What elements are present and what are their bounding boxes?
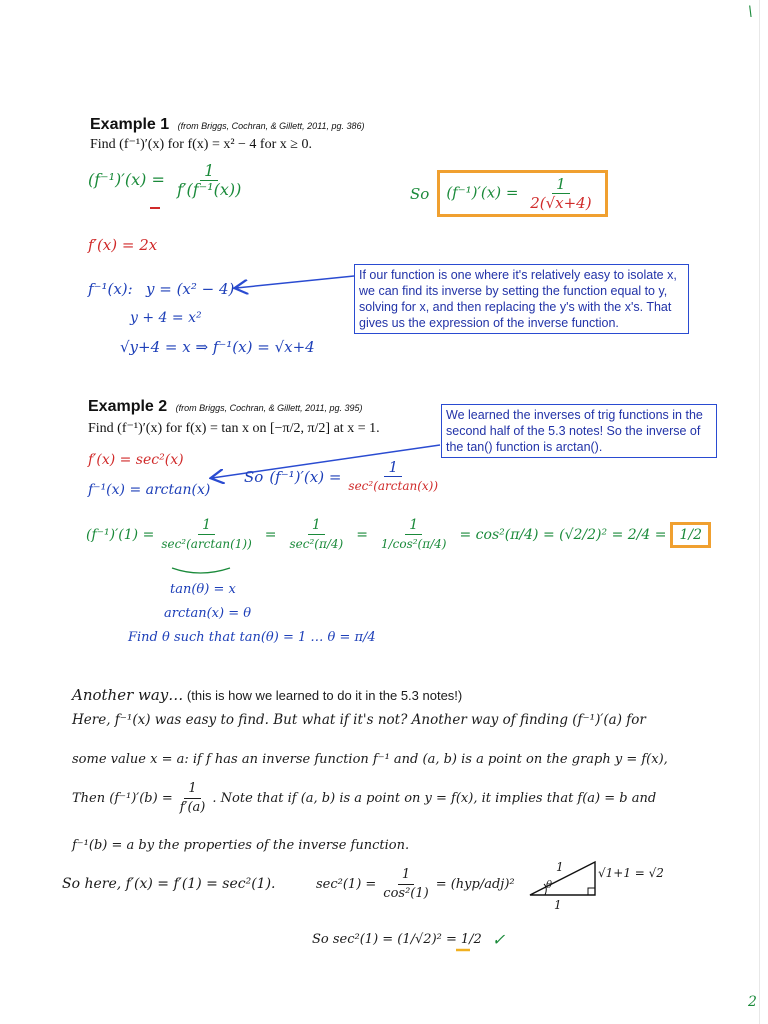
- example2-task-pre: Find (f⁻¹)′(x) for f(x) = tan x on: [88, 421, 267, 436]
- line5-num: 1: [398, 866, 414, 885]
- another-lead: Another way…: [72, 686, 184, 704]
- example2-sub1: tan(θ) = x: [170, 582, 236, 597]
- formula-den: f′(f⁻¹(x)): [177, 180, 242, 199]
- formula-num: 1: [200, 162, 218, 181]
- example2-note: We learned the inverses of trig functions in the second half of the 5.3 notes! So the inverse of the tan() function is arctan().: [441, 404, 717, 458]
- line5-c: = (hyp/adj)²: [435, 877, 515, 892]
- triangle-angle-label: θ: [546, 880, 553, 891]
- example1-formula: [88, 162, 248, 199]
- check-icon: ✓: [491, 930, 506, 949]
- eval-f1-num: 1: [198, 516, 215, 535]
- example2-so: [244, 458, 445, 495]
- example2-sub3: Find θ such that tan(θ) = 1 … θ = π/4: [128, 630, 376, 645]
- line3-post: . Note that if (a, b) is a point on y = f(x), it implies that f(a) = b and: [212, 791, 657, 806]
- formula-lhs: (f⁻¹)′(x) =: [88, 170, 165, 189]
- eval-cos: = cos²(π/4) = (√2/2)² = 2/4 =: [459, 526, 667, 543]
- example1-task: Find (f⁻¹)′(x) for f(x) = x² − 4 for x ≥ 0.: [90, 137, 312, 152]
- brace-mark: [172, 568, 230, 573]
- eval-eq2: =: [356, 526, 368, 543]
- line5-den: cos²(1): [383, 886, 429, 901]
- example2-task: [88, 420, 380, 437]
- triangle-top-label: 1: [556, 860, 564, 874]
- result-den: 2(√x+4): [530, 194, 592, 212]
- example2-task-post: at x = 1.: [333, 421, 380, 436]
- example1-derivative: f′(x) = 2x: [88, 236, 158, 254]
- result-num: 1: [552, 175, 570, 194]
- result-box: [437, 170, 607, 217]
- example1-source: (from Briggs, Cochran, & Gillett, 2011, pg. 386): [177, 121, 365, 131]
- so-num: 1: [384, 458, 402, 477]
- line3-num: 1: [184, 780, 200, 799]
- eval-f2-den: sec²(π/4): [289, 537, 344, 551]
- right-angle-mark: [588, 888, 595, 895]
- another-line4: f⁻¹(b) = a by the properties of the inverse function.: [72, 838, 410, 853]
- triangle-bottom-label: 1: [554, 898, 562, 912]
- example1-inverse-step2: y + 4 = x²: [130, 310, 202, 326]
- so-lhs: (f⁻¹)′(x) =: [269, 467, 342, 486]
- example2-inverse: f⁻¹(x) = arctan(x): [88, 482, 211, 498]
- another-line6: [312, 930, 505, 949]
- note1-arrow: [236, 276, 354, 288]
- eval-f1-den: sec²(arctan(1)): [161, 537, 252, 551]
- example2-interval: [−π/2, π/2]: [269, 421, 331, 436]
- another-lead-note: (this is how we learned to do it in the 5.3 notes!): [186, 688, 463, 703]
- line5-b: sec²(1) =: [316, 877, 377, 892]
- example2-sub2: arctan(x) = θ: [164, 606, 252, 621]
- eval-f2-num: 1: [308, 516, 325, 535]
- example2-heading: [88, 398, 363, 416]
- another-line1: Here, f⁻¹(x) was easy to find. But what if it's not? Another way of finding (f⁻¹)′(a) for: [72, 712, 646, 728]
- line3-pre: Then (f⁻¹)′(b) =: [72, 791, 173, 806]
- so-den: sec²(arctan(x)): [348, 479, 439, 493]
- another-heading: [72, 686, 462, 704]
- line3-den: f′(a): [179, 800, 206, 815]
- example1-heading: [90, 116, 365, 134]
- eval-f3-den: 1/cos²(π/4): [380, 537, 447, 551]
- example1-inverse-step1: y = (x² − 4): [146, 280, 235, 298]
- eval-lhs: (f⁻¹)′(1) =: [86, 526, 155, 543]
- result-lhs: (f⁻¹)′(x) =: [446, 183, 519, 202]
- so-prefix: So: [244, 467, 264, 486]
- another-line3: [72, 780, 656, 817]
- eval-f3-num: 1: [405, 516, 422, 535]
- another-line2: some value x = a: if f has an inverse function f⁻¹ and (a, b) is a point on the graph y = f(x),: [72, 752, 668, 767]
- example1-inverse-label: f⁻¹(x):: [88, 280, 133, 298]
- page-number: 2: [748, 994, 757, 1010]
- example2-source: (from Briggs, Cochran, & Gillett, 2011, pg. 395): [175, 403, 363, 413]
- triangle-hyp-label: √1+1 = √2: [598, 866, 664, 880]
- example2-derivative: f′(x) = sec²(x): [88, 452, 184, 468]
- eval-answer: 1/2: [670, 522, 711, 548]
- corner-mark: \: [748, 4, 753, 20]
- example1-note: If our function is one where it's relatively easy to isolate x, we can find its inverse by setting the function equal to y, solving for x, and then replacing the y's with the x's. That gives us the expression of the inverse function.: [354, 264, 689, 334]
- result-prefix: So: [410, 184, 430, 203]
- another-line5b: [316, 866, 515, 903]
- line6-answer: 1/2: [460, 932, 482, 947]
- another-line5: So here, f′(x) = f′(1) = sec²(1).: [62, 876, 276, 892]
- example1-result: [410, 170, 608, 217]
- example2-title: Example 2: [88, 398, 168, 415]
- example2-evaluation: [86, 516, 711, 553]
- line6: So sec²(1) = (1/√2)² =: [312, 932, 457, 947]
- example1-title: Example 1: [90, 116, 170, 133]
- example1-inverse-step3: √y+4 = x ⇒ f⁻¹(x) = √x+4: [120, 338, 315, 356]
- eval-eq1: =: [264, 526, 277, 543]
